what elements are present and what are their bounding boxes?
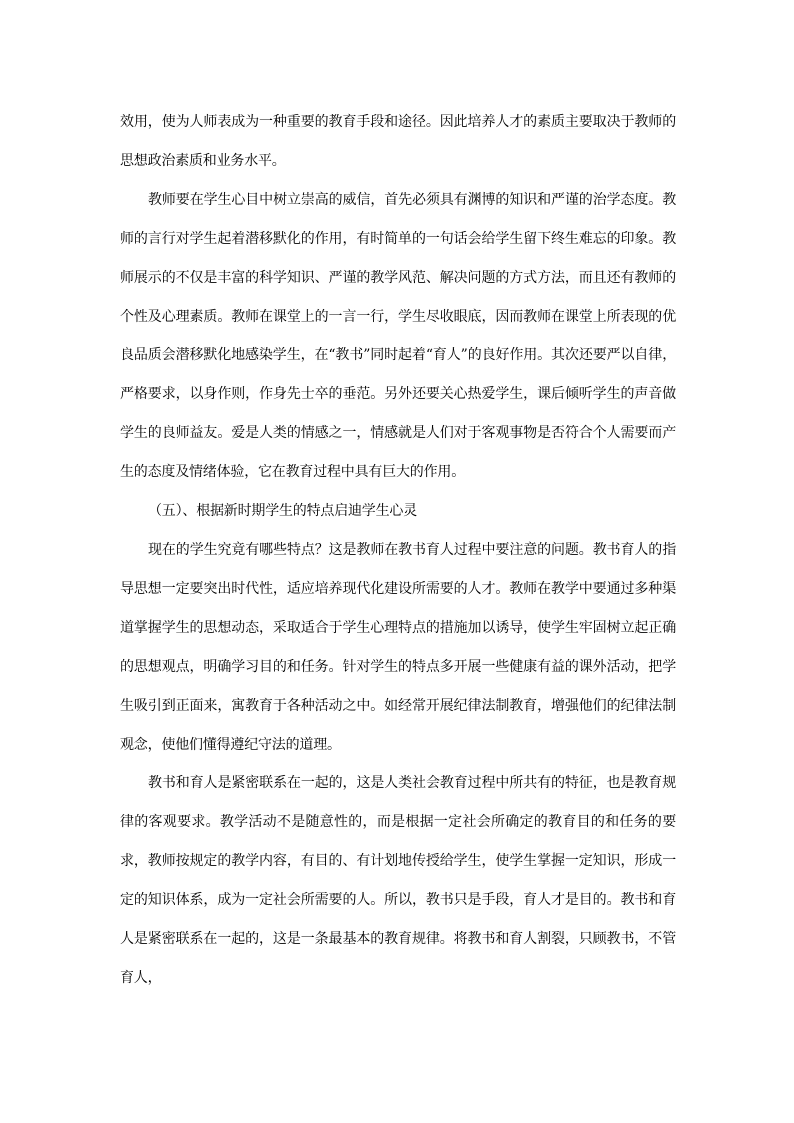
paragraph-teacher-prestige: 教师要在学生心目中树立崇高的威信，首先必须具有渊博的知识和严谨的治学态度。教师的言行对学生起着潜移默化的作用，有时简单的一句话会给学生留下终生难忘的印象。教师展示的不仅是丰富的科学知识、严谨的教学风范、解决问题的方式方法，而且还有教师的个性及心理素质。教师在课堂上的一言一行，学生尽收眼底，因而教师在课堂上所表现的优良品质会潜移默化地感染学生，在“教书”同时起着“育人”的良好作用。其次还要严以自律，严格要求，以身作则，作身先士卒的垂范。另外还要关心热爱学生，课后倾听学生的声音做学生的良师益友。爱是人类的情感之一，情感就是人们对于客观事物是否符合个人需要而产生的态度及情绪体验，它在教育过程中具有巨大的作用。	[120, 191, 676, 481]
paragraph-teaching-and-educating: 教书和育人是紧密联系在一起的，这是人类社会教育过程中所共有的特征，也是教育规律的客观要求。教学活动不是随意性的，而是根据一定社会所确定的教育目的和任务的要求，教师按规定的教学内容，有目的、有计划地传授给学生，使学生掌握一定知识，形成一定的知识体系，成为一定社会所需要的人。所以，教书只是手段，育人才是目的。教书和育人是紧密联系在一起的，这是一条最基本的教育规律。将教书和育人割裂，只顾教书，不管育人，	[120, 775, 676, 986]
section-heading: （五）、根据新时期学生的特点启迪学生心灵	[148, 503, 417, 520]
document-body	[120, 103, 676, 998]
paragraph-continuation: 效用，使为人师表成为一种重要的教育手段和途径。因此培养人才的素质主要取决于教师的思想政治素质和业务水平。	[120, 114, 676, 169]
paragraph-student-characteristics: 现在的学生究竟有哪些特点？这是教师在教书育人过程中要注意的问题。教书育人的指导思想一定要突出时代性，适应培养现代化建设所需要的人才。教师在教学中要通过多种渠道掌握学生的思想动态，采取适合于学生心理特点的措施加以诱导，使学生牢固树立起正确的思想观点，明确学习目的和任务。针对学生的特点多开展一些健康有益的课外活动，把学生吸引到正面来，寓教育于各种活动之中。如经常开展纪律法制教育，增强他们的纪律法制观念，使他们懂得遵纪守法的道理。	[120, 541, 676, 753]
